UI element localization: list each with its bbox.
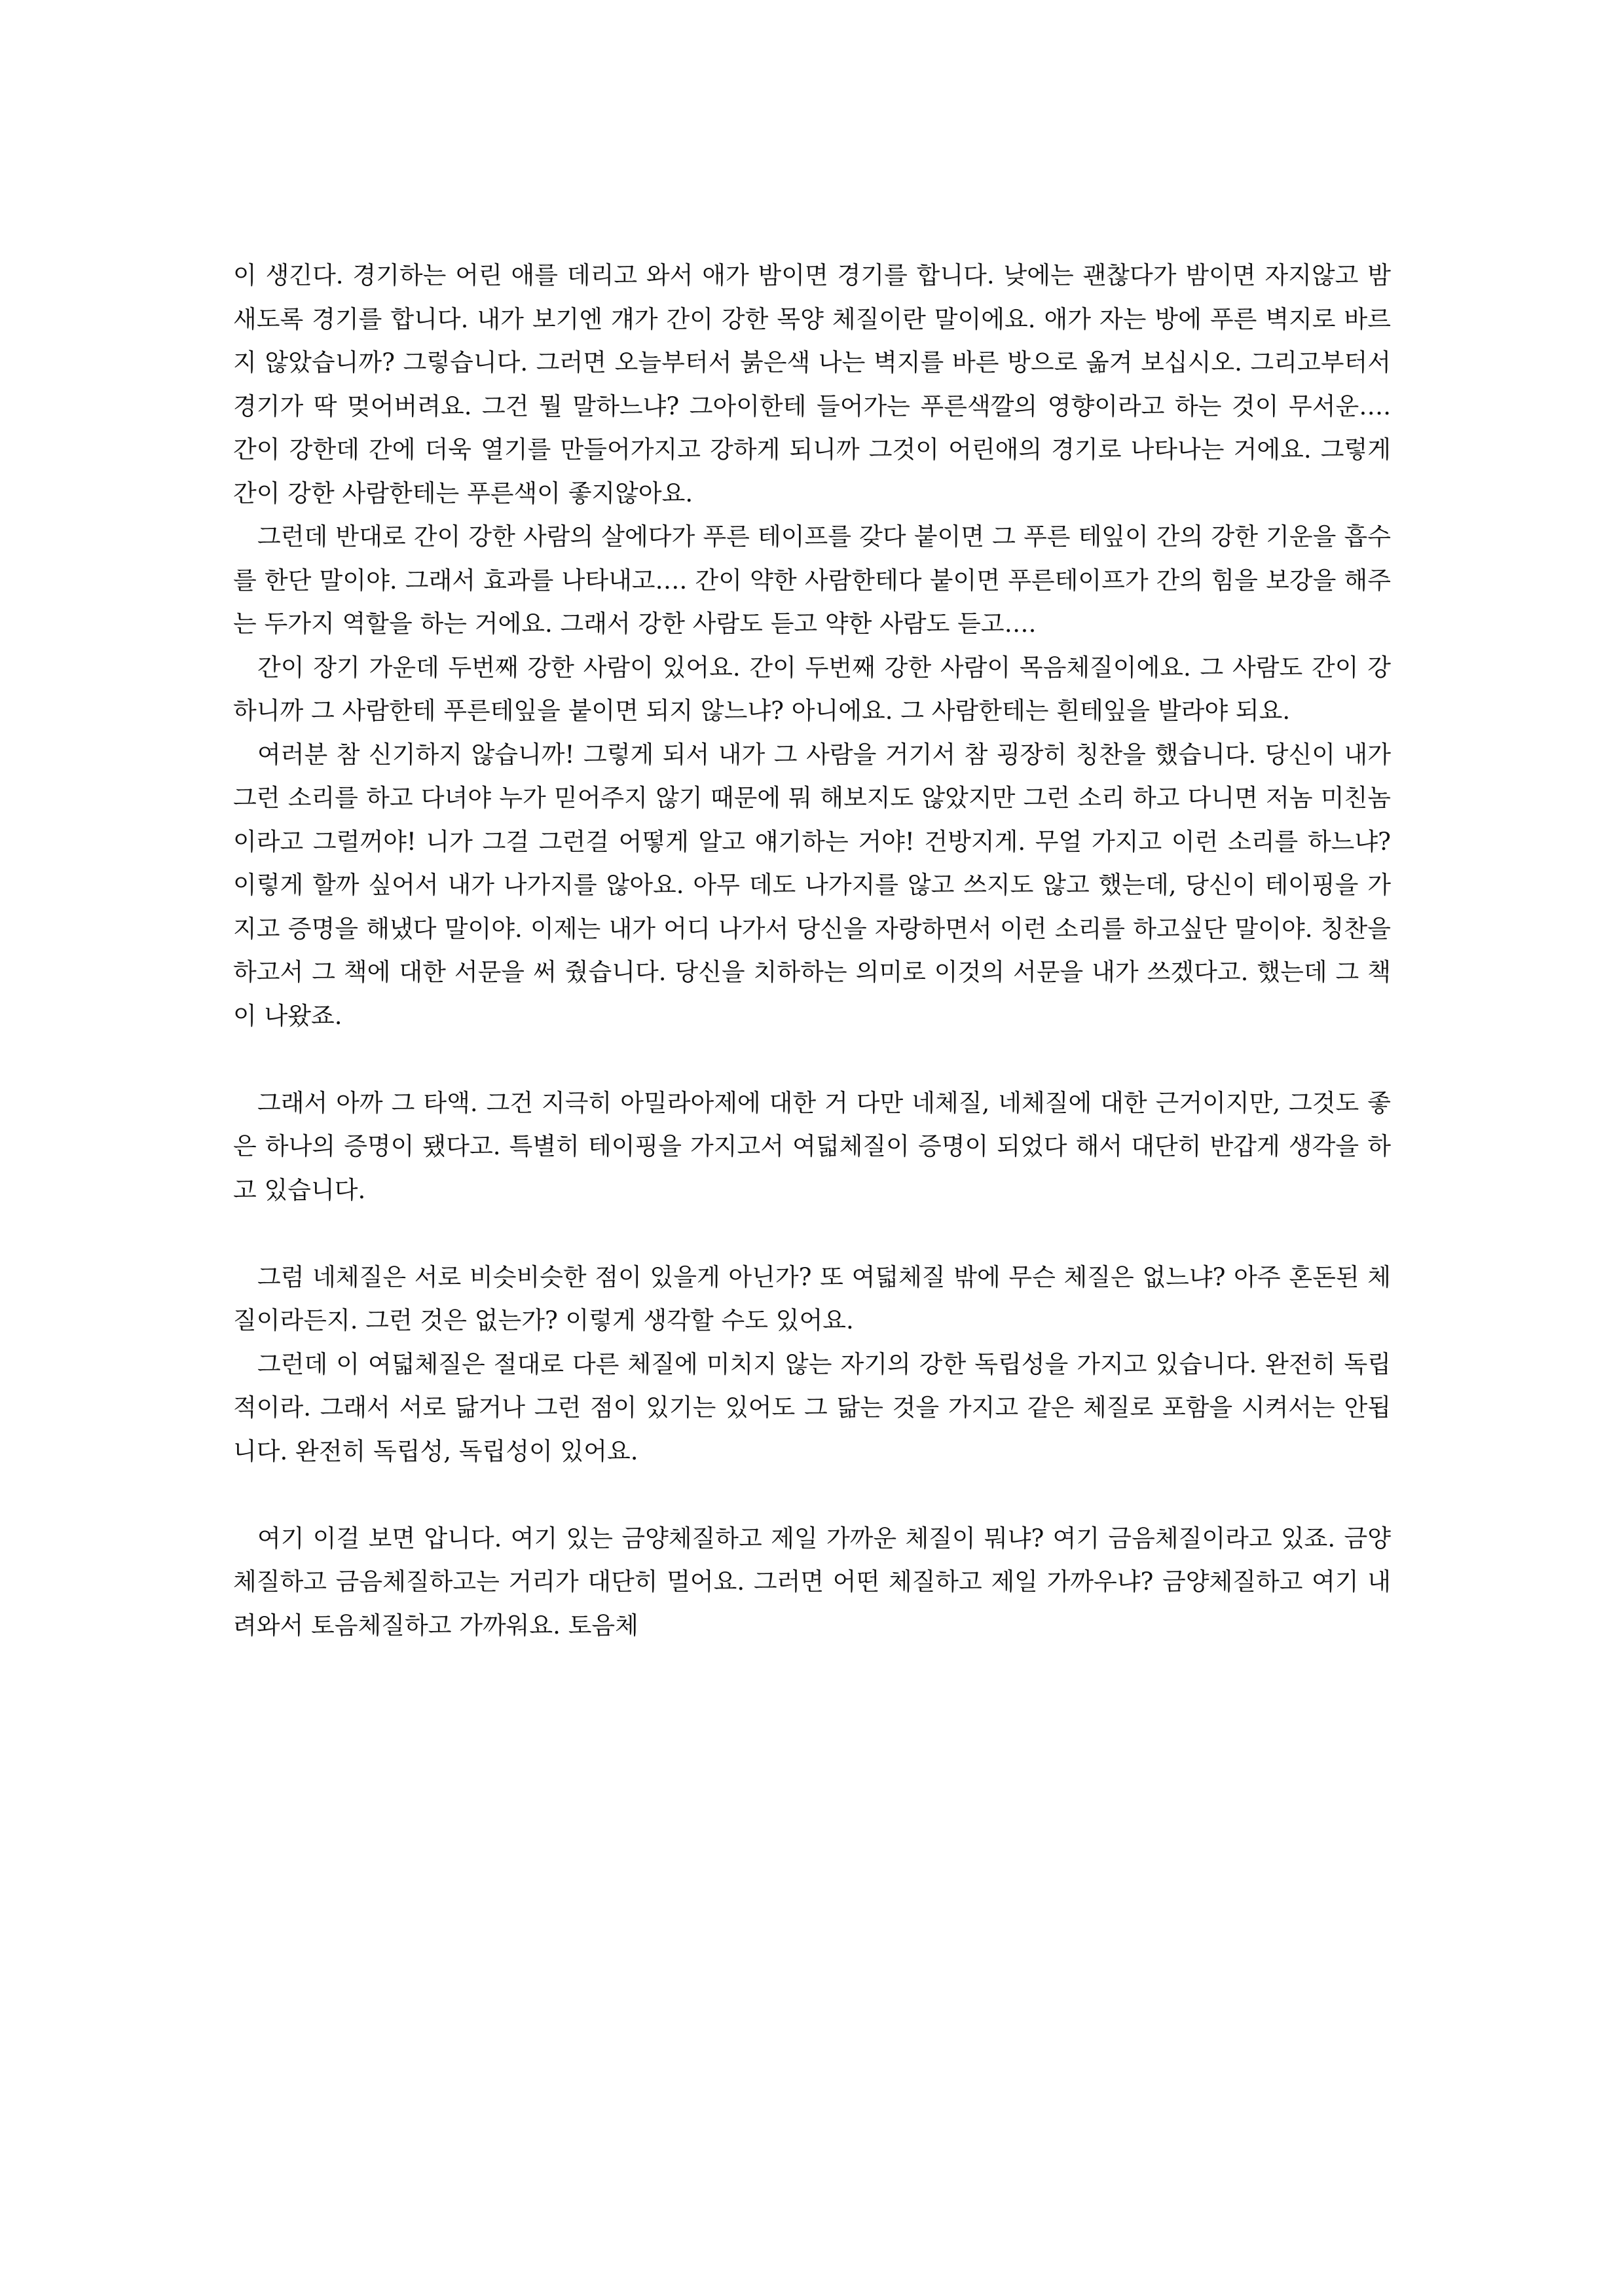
document-body — [233, 254, 1391, 1647]
paragraph-5: 그래서 아까 그 타액. 그건 지극히 아밀라아제에 대한 거 다만 네체질, 네체질에 대한 근거이지만, 그것도 좋은 하나의 증명이 됐다고. 특별히 테이핑을 가지고서 여덟체질이 증명이 되었다 해서 대단히 반갑게 생각을 하고 있습니다. — [233, 1088, 1391, 1204]
paragraph-2: 그런데 반대로 간이 강한 사람의 살에다가 푸른 테이프를 갖다 붙이면 그 푸른 테잎이 간의 강한 기운을 흡수를 한단 말이야. 그래서 효과를 나타내고…. 간이 약한 사람한테다 붙이면 푸른테이프가 간의 힘을 보강을 해주는 두가지 역할을 하는 거에요. 그래서 강한 사람도 듣고 약한 사람도 듣고…. — [233, 523, 1391, 638]
paragraph-7: 그런데 이 여덟체질은 절대로 다른 체질에 미치지 않는 자기의 강한 독립성을 가지고 있습니다. 완전히 독립적이라. 그래서 서로 닮거나 그런 점이 있기는 있어도 그 닮는 것을 가지고 같은 체질로 포함을 시켜서는 안됩니다. 완전히 독립성, 독립성이 있어요. — [233, 1349, 1391, 1465]
paragraph-1: 이 생긴다. 경기하는 어린 애를 데리고 와서 애가 밤이면 경기를 합니다. 낮에는 괜찮다가 밤이면 자지않고 밤새도록 경기를 합니다. 내가 보기엔 걔가 간이 강한 목양 체질이란 말이에요. 애가 자는 방에 푸른 벽지로 바르지 않았습니까? 그렇습니다. 그러면 오늘부터서 붉은색 나는 벽지를 바른 방으로 옮겨 보십시오. 그리고부터서 경기가 딱 멎어버려요. 그건 뭘 말하느냐? 그아이한테 들어가는 푸른색깔의 영향이라고 하는 것이 무서운…. 간이 강한데 간에 더욱 열기를 만들어가지고 강하게 되니까 그것이 어린애의 경기로 나타나는 거에요. 그렇게 간이 강한 사람한테는 푸른색이 좋지않아요. — [233, 261, 1391, 507]
paragraph-8: 여기 이걸 보면 압니다. 여기 있는 금양체질하고 제일 가까운 체질이 뭐냐? 여기 금음체질이라고 있죠. 금양체질하고 금음체질하고는 거리가 대단히 멀어요. 그러면 어떤 체질하고 제일 가까우냐? 금양체질하고 여기 내려와서 토음체질하고 가까워요. 토음체 — [233, 1524, 1391, 1640]
paragraph-3: 간이 장기 가운데 두번째 강한 사람이 있어요. 간이 두번째 강한 사람이 목음체질이에요. 그 사람도 간이 강하니까 그 사람한테 푸른테잎을 붙이면 되지 않느냐? 아니에요. 그 사람한테는 흰테잎을 발라야 되요. — [233, 653, 1391, 725]
paragraph-6: 그럼 네체질은 서로 비슷비슷한 점이 있을게 아닌가? 또 여덟체질 밖에 무슨 체질은 없느냐? 아주 혼돈된 체질이라든지. 그런 것은 없는가? 이렇게 생각할 수도 있어요. — [233, 1262, 1391, 1334]
paragraph-spacer — [233, 1473, 1391, 1517]
paragraph-4: 여러분 참 신기하지 않습니까! 그렇게 되서 내가 그 사람을 거기서 참 굉장히 칭찬을 했습니다. 당신이 내가 그런 소리를 하고 다녀야 누가 믿어주지 않기 때문에 뭐 해보지도 않았지만 그런 소리 하고 다니면 저놈 미친놈이라고 그럴꺼야! 니가 그걸 그런걸 어떻게 알고 얘기하는 거야! 건방지게. 무얼 가지고 이런 소리를 하느냐? 이렇게 할까 싶어서 내가 나가지를 않아요. 아무 데도 나가지를 않고 쓰지도 않고 했는데, 당신이 테이핑을 가지고 증명을 해냈다 말이야. 이제는 내가 어디 나가서 당신을 자랑하면서 이런 소리를 하고싶단 말이야. 칭찬을 하고서 그 책에 대한 서문을 써 줬습니다. 당신을 치하하는 의미로 이것의 서문을 내가 쓰겠다고. 했는데 그 책이 나왔죠. — [233, 740, 1391, 1030]
paragraph-spacer — [233, 1212, 1391, 1256]
paragraph-spacer — [233, 1038, 1391, 1082]
